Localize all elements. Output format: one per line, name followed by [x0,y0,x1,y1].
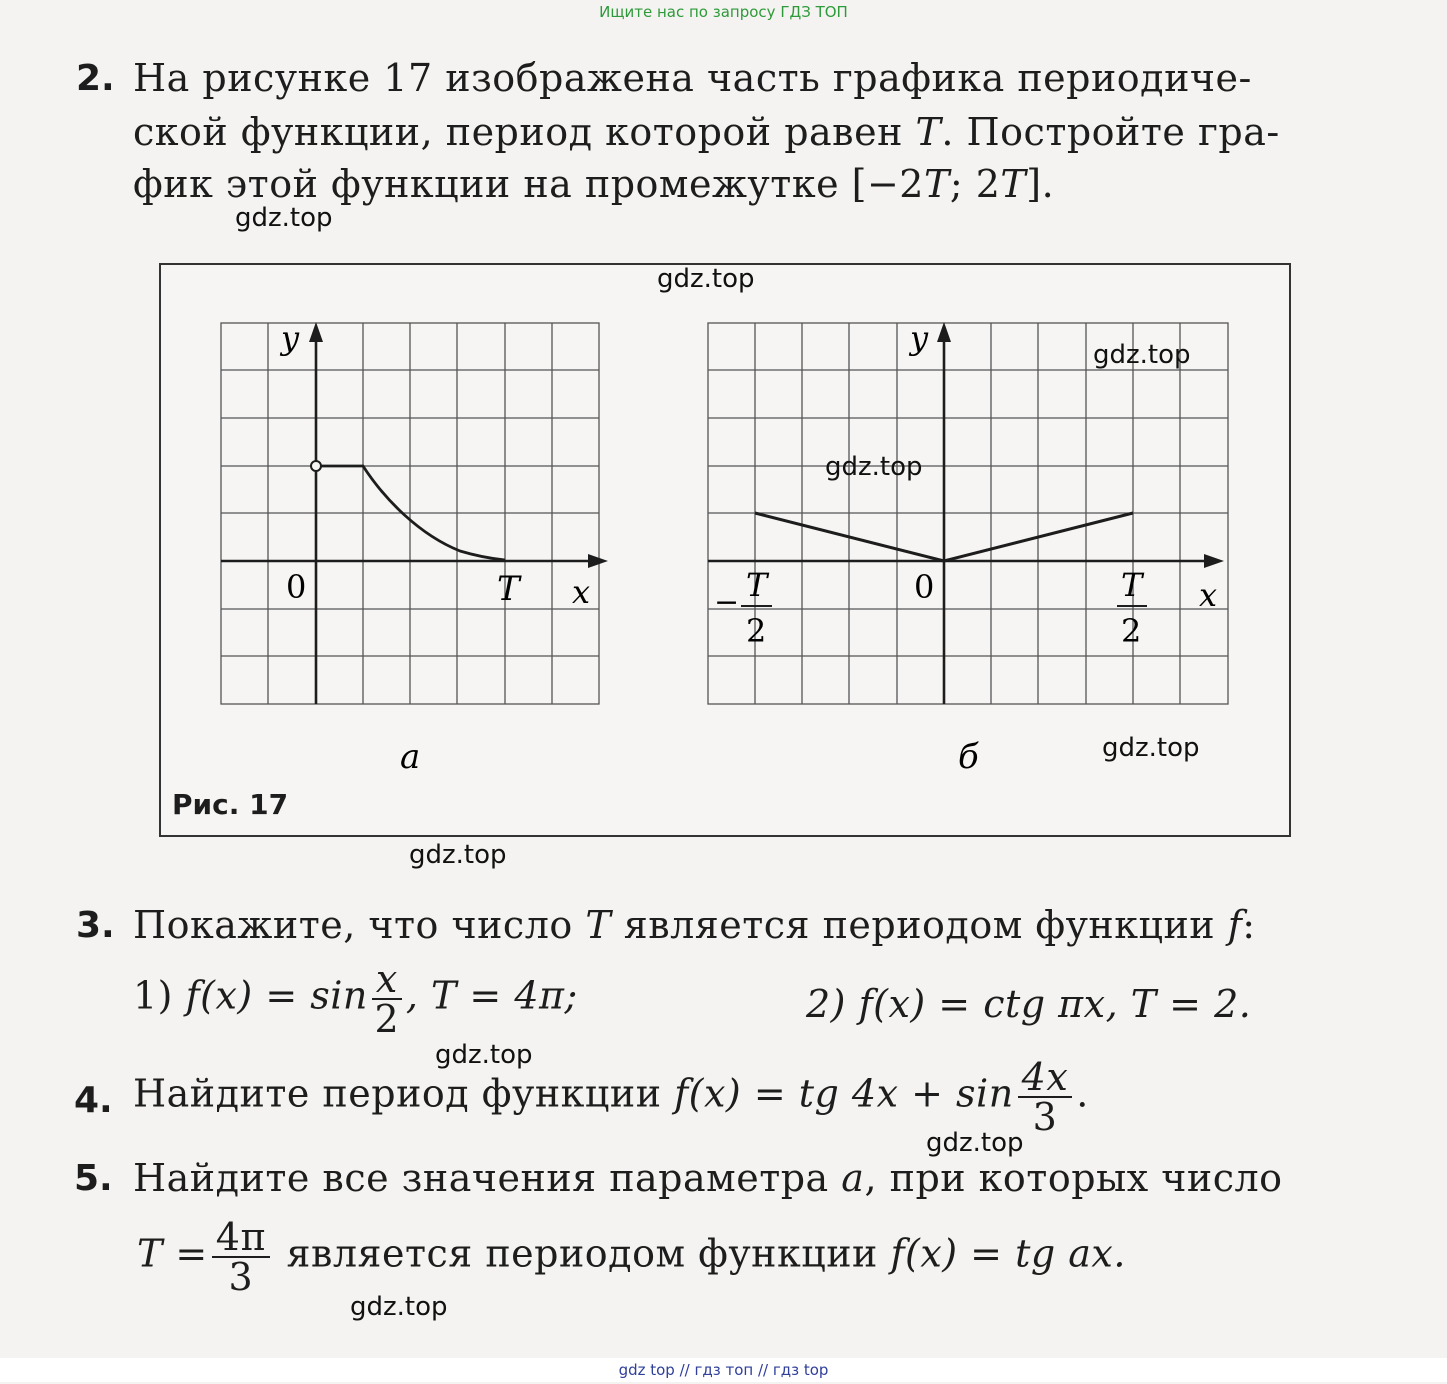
task-4-number: 4. [74,1080,113,1121]
task-3-frac-num: x [372,960,402,1000]
task-5-number: 5. [74,1158,113,1199]
graph-a-sub-label: а [400,737,421,777]
task-2-line-3-text: фик этой функции на промежутке [−2 [133,162,924,206]
task-5-param: a [841,1156,865,1200]
task-5-frac-den: 3 [228,1255,254,1299]
task-5-fraction [212,1215,270,1299]
task-5-text-a: Найдите все значения параметра [133,1156,842,1200]
task-2-end: ]. [1026,162,1055,206]
graph-a-T-label: T [497,569,520,609]
graph-b-minus: − [714,585,740,620]
task-4-expr: f(x) = tg 4x + sin [674,1071,1014,1116]
graph-b-sub-label: б [958,737,979,777]
watermark-9: gdz.top [350,1292,448,1322]
task-3-item-1-fx: f(x) = sin [185,973,368,1018]
task-2-sep: ; 2 [949,162,1001,206]
task-4-frac-num: 4x [1018,1058,1073,1098]
task-3-number: 3. [76,905,115,946]
task-3-f: f [1227,903,1243,947]
task-2-number: 2. [76,58,115,99]
task-5-text-b: , при которых число [864,1156,1283,1200]
task-3-line-1 [133,903,1256,947]
task-2-period-symbol: T [915,110,942,154]
top-banner[interactable]: Ищите нас по запросу ГДЗ ТОП [599,3,848,21]
task-3-item-2: 2) f(x) = ctg πx, T = 2. [806,982,1252,1026]
graph-b-neg-two: 2 [746,612,767,650]
task-3-item-1-prefix: 1) [133,973,186,1018]
graph-a-x-label: x [572,573,591,611]
graph-b-y-label: y [910,319,929,357]
task-5-frac-num: 4π [212,1218,270,1258]
watermark-1: gdz.top [235,203,333,233]
graph-b-x-label: x [1199,576,1218,614]
task-2-T-b: T [1000,162,1027,206]
graph-b-pos-two: 2 [1121,612,1142,650]
task-5-line-2 [137,1215,1126,1299]
task-2-T-a: T [923,162,950,206]
task-4-end: . [1076,1071,1089,1116]
task-3-item-1-rest: , T = 4π; [405,973,578,1018]
task-4-frac-den: 3 [1032,1095,1058,1139]
figure-caption: Рис. 17 [172,788,289,821]
graph-b-pos-T: T [1121,566,1143,604]
watermark-2: gdz.top [657,264,755,294]
watermark-3: gdz.top [1093,340,1191,370]
task-3-item-1 [133,957,578,1041]
watermark-7: gdz.top [435,1040,533,1070]
graph-a-origin-label: 0 [286,568,307,606]
graph-b [708,323,1228,704]
task-5-line-1 [133,1156,1283,1200]
task-5-text-2: является периодом функции [273,1231,891,1276]
watermark-6: gdz.top [409,840,507,870]
watermark-8: gdz.top [926,1128,1024,1158]
task-2-line-2-text: ской функции, период которой равен [133,110,903,154]
task-2-line-2-end: . Постройте гра- [941,110,1280,154]
task-4-text: Найдите период функции [133,1071,675,1116]
bottom-banner[interactable]: gdz top // гдз топ // гдз top [0,1358,1447,1382]
graph-a-y-label: y [281,319,300,357]
task-3-text: Покажите, что число [133,903,586,947]
task-3-frac-den: 2 [374,997,400,1041]
task-4-fraction [1018,1055,1073,1139]
graph-b-neg-T: T [746,566,768,604]
task-3-text-2: является периодом функции [611,903,1228,947]
watermark-4: gdz.top [825,452,923,482]
watermark-5: gdz.top [1102,733,1200,763]
task-5-T-eq: T = [137,1231,208,1276]
task-2-line-1: На рисунке 17 изображена часть графика периодиче- [133,56,1252,100]
task-5-expr: f(x) = tg ax. [890,1231,1126,1276]
task-3-colon: : [1242,903,1256,947]
task-3-fraction [372,957,402,1041]
graph-b-origin-label: 0 [914,568,935,606]
task-3-T: T [585,903,612,947]
